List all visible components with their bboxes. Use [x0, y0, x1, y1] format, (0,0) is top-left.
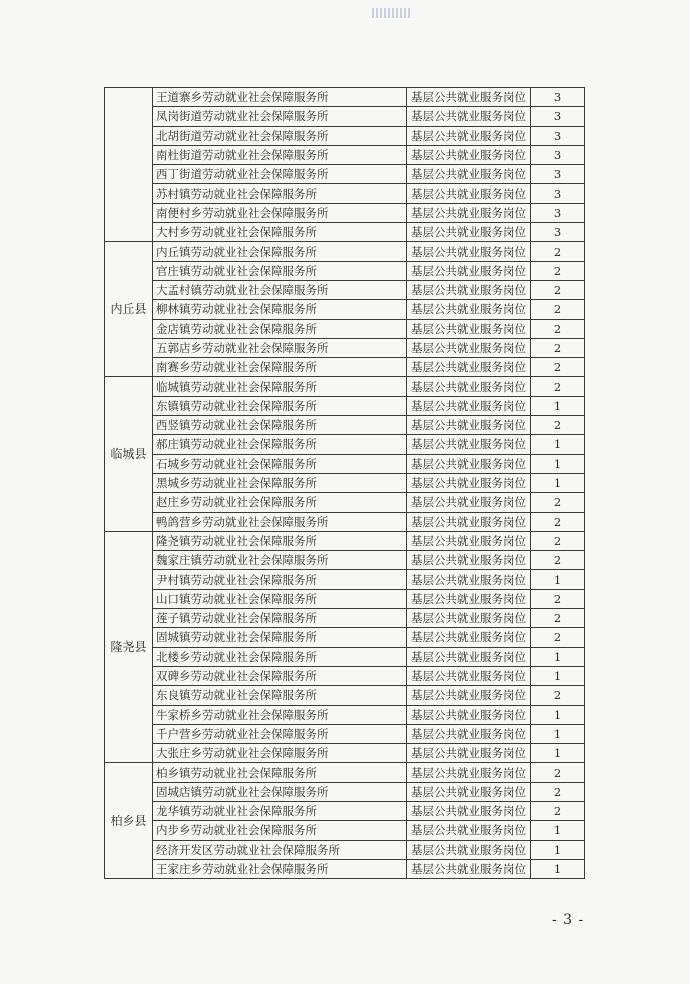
post-type-cell: 基层公共就业服务岗位	[407, 261, 531, 280]
table-row	[105, 319, 585, 338]
organization-cell: 东良镇劳动就业社会保障服务所	[153, 686, 407, 705]
table-row	[105, 203, 585, 222]
position-count-cell: 2	[531, 551, 585, 570]
table-row	[105, 531, 585, 550]
post-type-cell: 基层公共就业服务岗位	[407, 223, 531, 242]
organization-cell: 莲子镇劳动就业社会保障服务所	[153, 609, 407, 628]
position-count-cell: 1	[531, 396, 585, 415]
table-row	[105, 242, 585, 261]
post-type-cell: 基层公共就业服务岗位	[407, 744, 531, 763]
table-row	[105, 377, 585, 396]
table-row	[105, 165, 585, 184]
position-count-cell: 2	[531, 589, 585, 608]
organization-cell: 大张庄乡劳动就业社会保障服务所	[153, 744, 407, 763]
post-type-cell: 基层公共就业服务岗位	[407, 821, 531, 840]
post-type-cell: 基层公共就业服务岗位	[407, 416, 531, 435]
organization-cell: 尹村镇劳动就业社会保障服务所	[153, 570, 407, 589]
position-count-cell: 2	[531, 763, 585, 782]
table-row	[105, 145, 585, 164]
table-row	[105, 184, 585, 203]
table-row	[105, 396, 585, 415]
table-row	[105, 358, 585, 377]
table-row	[105, 300, 585, 319]
organization-cell: 赵庄乡劳动就业社会保障服务所	[153, 493, 407, 512]
position-count-cell: 2	[531, 319, 585, 338]
post-type-cell: 基层公共就业服务岗位	[407, 782, 531, 801]
position-count-cell: 1	[531, 744, 585, 763]
organization-cell: 南便村乡劳动就业社会保障服务所	[153, 203, 407, 222]
table-row	[105, 280, 585, 299]
position-count-cell: 2	[531, 628, 585, 647]
organization-cell: 经济开发区劳动就业社会保障服务所	[153, 840, 407, 859]
county-cell: 隆尧县	[105, 531, 153, 763]
positions-table	[104, 87, 585, 879]
organization-cell: 南赛乡劳动就业社会保障服务所	[153, 358, 407, 377]
table-row	[105, 609, 585, 628]
position-count-cell: 2	[531, 801, 585, 820]
organization-cell: 北楼乡劳动就业社会保障服务所	[153, 647, 407, 666]
post-type-cell: 基层公共就业服务岗位	[407, 203, 531, 222]
post-type-cell: 基层公共就业服务岗位	[407, 531, 531, 550]
table-row	[105, 628, 585, 647]
organization-cell: 固城店镇劳动就业社会保障服务所	[153, 782, 407, 801]
county-cell: 内丘县	[105, 242, 153, 377]
table-row	[105, 416, 585, 435]
organization-cell: 内步乡劳动就业社会保障服务所	[153, 821, 407, 840]
position-count-cell: 1	[531, 840, 585, 859]
table-row	[105, 493, 585, 512]
post-type-cell: 基层公共就业服务岗位	[407, 473, 531, 492]
position-count-cell: 3	[531, 88, 585, 107]
position-count-cell: 2	[531, 261, 585, 280]
organization-cell: 西竖镇劳动就业社会保障服务所	[153, 416, 407, 435]
position-count-cell: 2	[531, 242, 585, 261]
post-type-cell: 基层公共就业服务岗位	[407, 570, 531, 589]
position-count-cell: 3	[531, 145, 585, 164]
position-count-cell: 2	[531, 609, 585, 628]
post-type-cell: 基层公共就业服务岗位	[407, 319, 531, 338]
table-row	[105, 666, 585, 685]
organization-cell: 固城镇劳动就业社会保障服务所	[153, 628, 407, 647]
post-type-cell: 基层公共就业服务岗位	[407, 338, 531, 357]
post-type-cell: 基层公共就业服务岗位	[407, 724, 531, 743]
table-row	[105, 782, 585, 801]
post-type-cell: 基层公共就业服务岗位	[407, 628, 531, 647]
position-count-cell: 1	[531, 859, 585, 878]
organization-cell: 南杜街道劳动就业社会保障服务所	[153, 145, 407, 164]
table-row	[105, 512, 585, 531]
organization-cell: 五郭店乡劳动就业社会保障服务所	[153, 338, 407, 357]
position-count-cell: 3	[531, 184, 585, 203]
table-row	[105, 88, 585, 107]
organization-cell: 大村乡劳动就业社会保障服务所	[153, 223, 407, 242]
post-type-cell: 基层公共就业服务岗位	[407, 126, 531, 145]
position-count-cell: 1	[531, 705, 585, 724]
table-row	[105, 705, 585, 724]
post-type-cell: 基层公共就业服务岗位	[407, 435, 531, 454]
organization-cell: 王道寨乡劳动就业社会保障服务所	[153, 88, 407, 107]
county-cell: 临城县	[105, 377, 153, 531]
organization-cell: 鸭鸽营乡劳动就业社会保障服务所	[153, 512, 407, 531]
table-row	[105, 107, 585, 126]
post-type-cell: 基层公共就业服务岗位	[407, 165, 531, 184]
table-row	[105, 724, 585, 743]
post-type-cell: 基层公共就业服务岗位	[407, 686, 531, 705]
post-type-cell: 基层公共就业服务岗位	[407, 859, 531, 878]
organization-cell: 双碑乡劳动就业社会保障服务所	[153, 666, 407, 685]
table-row	[105, 744, 585, 763]
table-row	[105, 763, 585, 782]
organization-cell: 北胡街道劳动就业社会保障服务所	[153, 126, 407, 145]
table-row	[105, 570, 585, 589]
post-type-cell: 基层公共就业服务岗位	[407, 493, 531, 512]
organization-cell: 牛家桥乡劳动就业社会保障服务所	[153, 705, 407, 724]
position-count-cell: 2	[531, 782, 585, 801]
post-type-cell: 基层公共就业服务岗位	[407, 647, 531, 666]
post-type-cell: 基层公共就业服务岗位	[407, 107, 531, 126]
position-count-cell: 2	[531, 416, 585, 435]
position-count-cell: 2	[531, 531, 585, 550]
position-count-cell: 1	[531, 454, 585, 473]
post-type-cell: 基层公共就业服务岗位	[407, 88, 531, 107]
post-type-cell: 基层公共就业服务岗位	[407, 280, 531, 299]
organization-cell: 龙华镇劳动就业社会保障服务所	[153, 801, 407, 820]
position-count-cell: 2	[531, 280, 585, 299]
post-type-cell: 基层公共就业服务岗位	[407, 184, 531, 203]
table-row	[105, 338, 585, 357]
county-cell: 柏乡县	[105, 763, 153, 879]
position-count-cell: 3	[531, 165, 585, 184]
organization-cell: 郝庄镇劳动就业社会保障服务所	[153, 435, 407, 454]
position-count-cell: 1	[531, 570, 585, 589]
post-type-cell: 基层公共就业服务岗位	[407, 589, 531, 608]
post-type-cell: 基层公共就业服务岗位	[407, 763, 531, 782]
position-count-cell: 1	[531, 647, 585, 666]
post-type-cell: 基层公共就业服务岗位	[407, 377, 531, 396]
organization-cell: 大孟村镇劳动就业社会保障服务所	[153, 280, 407, 299]
position-count-cell: 1	[531, 473, 585, 492]
organization-cell: 金店镇劳动就业社会保障服务所	[153, 319, 407, 338]
table-row	[105, 859, 585, 878]
position-count-cell: 1	[531, 666, 585, 685]
position-count-cell: 3	[531, 107, 585, 126]
table-row	[105, 473, 585, 492]
organization-cell: 临城镇劳动就业社会保障服务所	[153, 377, 407, 396]
post-type-cell: 基层公共就业服务岗位	[407, 840, 531, 859]
table-row	[105, 551, 585, 570]
position-count-cell: 3	[531, 126, 585, 145]
position-count-cell: 1	[531, 724, 585, 743]
post-type-cell: 基层公共就业服务岗位	[407, 801, 531, 820]
post-type-cell: 基层公共就业服务岗位	[407, 300, 531, 319]
organization-cell: 魏家庄镇劳动就业社会保障服务所	[153, 551, 407, 570]
post-type-cell: 基层公共就业服务岗位	[407, 242, 531, 261]
table-row	[105, 454, 585, 473]
position-count-cell: 2	[531, 686, 585, 705]
table-row	[105, 589, 585, 608]
position-count-cell: 2	[531, 493, 585, 512]
position-count-cell: 1	[531, 821, 585, 840]
position-count-cell: 3	[531, 203, 585, 222]
position-count-cell: 2	[531, 338, 585, 357]
organization-cell: 石城乡劳动就业社会保障服务所	[153, 454, 407, 473]
organization-cell: 王家庄乡劳动就业社会保障服务所	[153, 859, 407, 878]
organization-cell: 官庄镇劳动就业社会保障服务所	[153, 261, 407, 280]
organization-cell: 千户营乡劳动就业社会保障服务所	[153, 724, 407, 743]
organization-cell: 山口镇劳动就业社会保障服务所	[153, 589, 407, 608]
position-count-cell: 2	[531, 377, 585, 396]
table-row	[105, 821, 585, 840]
post-type-cell: 基层公共就业服务岗位	[407, 454, 531, 473]
organization-cell: 苏村镇劳动就业社会保障服务所	[153, 184, 407, 203]
position-count-cell: 1	[531, 435, 585, 454]
page-number: - 3 -	[552, 912, 585, 928]
table-row	[105, 840, 585, 859]
positions-table-body	[105, 88, 585, 879]
table-row	[105, 126, 585, 145]
post-type-cell: 基层公共就业服务岗位	[407, 358, 531, 377]
position-count-cell: 3	[531, 223, 585, 242]
organization-cell: 黑城乡劳动就业社会保障服务所	[153, 473, 407, 492]
post-type-cell: 基层公共就业服务岗位	[407, 609, 531, 628]
organization-cell: 隆尧镇劳动就业社会保障服务所	[153, 531, 407, 550]
post-type-cell: 基层公共就业服务岗位	[407, 396, 531, 415]
post-type-cell: 基层公共就业服务岗位	[407, 145, 531, 164]
table-row	[105, 686, 585, 705]
post-type-cell: 基层公共就业服务岗位	[407, 666, 531, 685]
scanner-stamp-mark	[372, 8, 412, 18]
position-count-cell: 2	[531, 358, 585, 377]
table-row	[105, 223, 585, 242]
position-count-cell: 2	[531, 512, 585, 531]
organization-cell: 凤岗街道劳动就业社会保障服务所	[153, 107, 407, 126]
organization-cell: 东镇镇劳动就业社会保障服务所	[153, 396, 407, 415]
post-type-cell: 基层公共就业服务岗位	[407, 512, 531, 531]
position-count-cell: 2	[531, 300, 585, 319]
table-row	[105, 801, 585, 820]
table-row	[105, 435, 585, 454]
post-type-cell: 基层公共就业服务岗位	[407, 551, 531, 570]
post-type-cell: 基层公共就业服务岗位	[407, 705, 531, 724]
table-row	[105, 261, 585, 280]
organization-cell: 柳林镇劳动就业社会保障服务所	[153, 300, 407, 319]
organization-cell: 柏乡镇劳动就业社会保障服务所	[153, 763, 407, 782]
county-cell	[105, 88, 153, 242]
organization-cell: 西丁街道劳动就业社会保障服务所	[153, 165, 407, 184]
table-row	[105, 647, 585, 666]
organization-cell: 内丘镇劳动就业社会保障服务所	[153, 242, 407, 261]
